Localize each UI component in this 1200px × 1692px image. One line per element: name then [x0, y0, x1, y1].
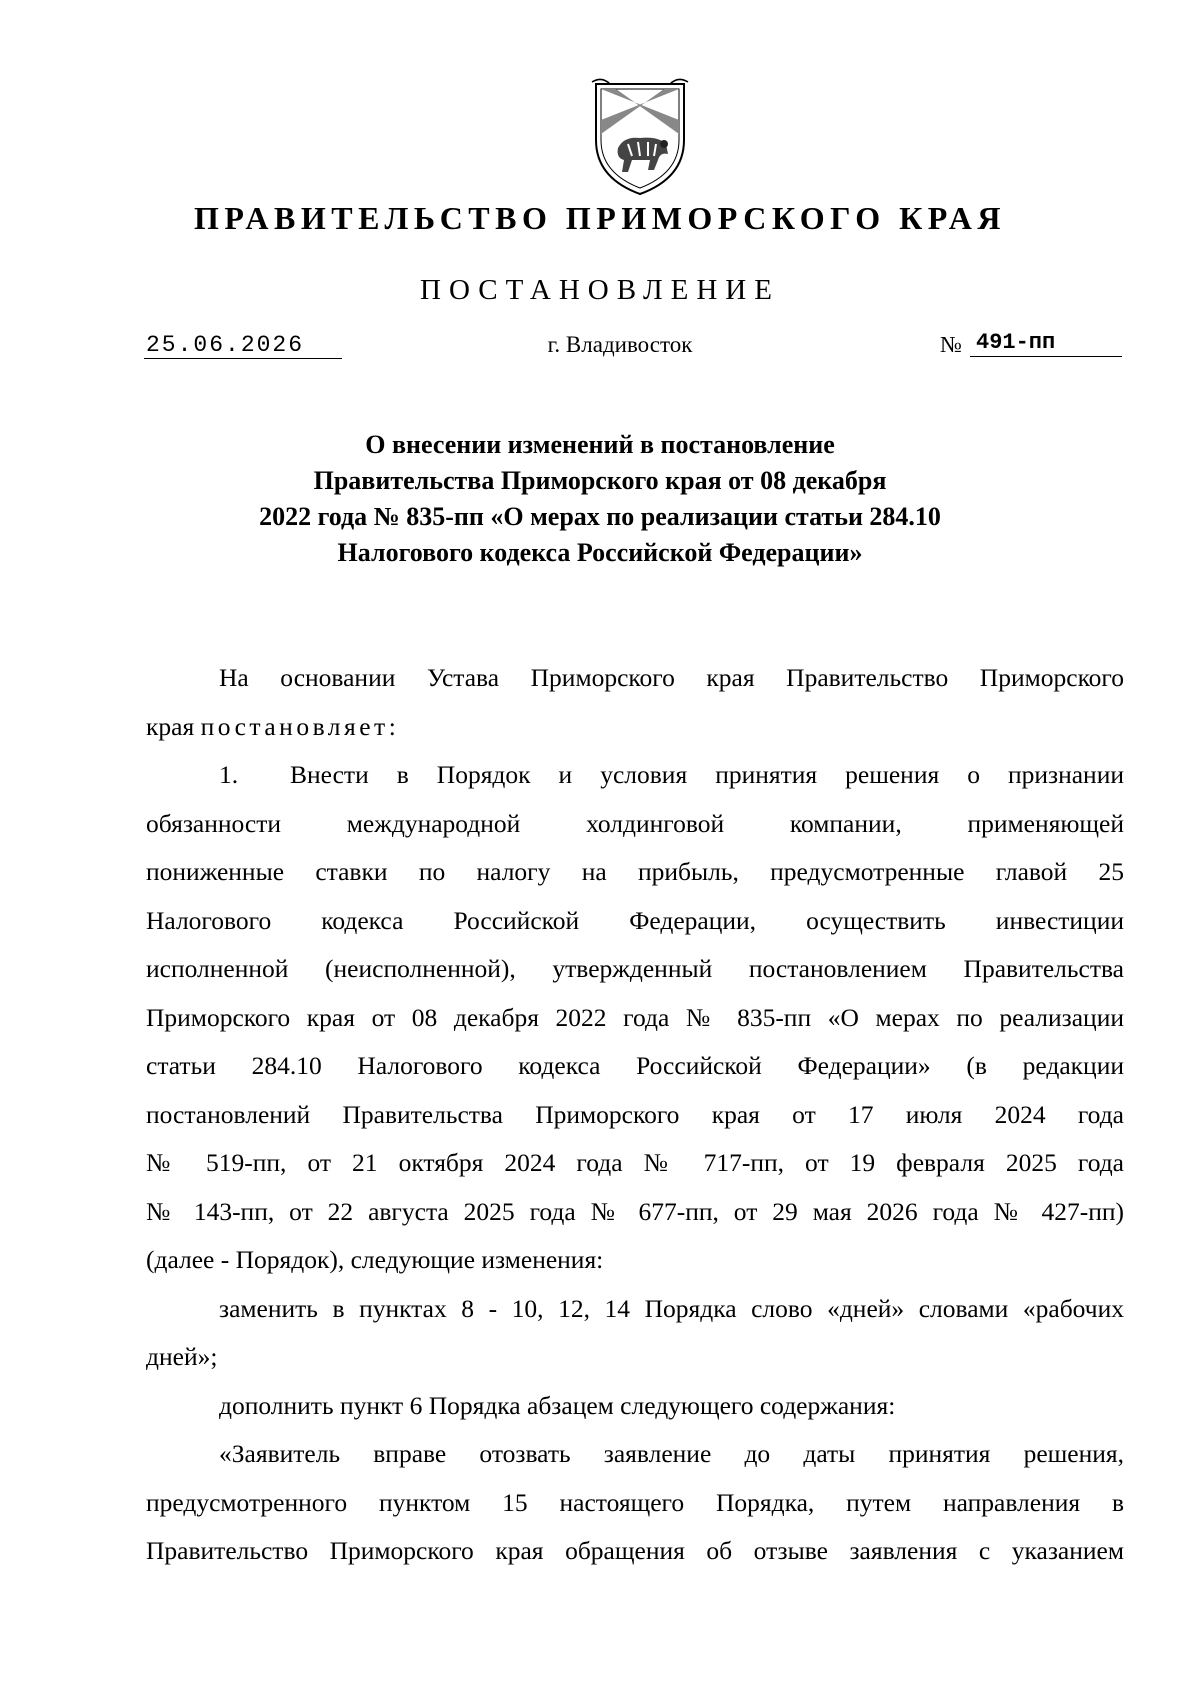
body-line	[146, 751, 1124, 800]
body-line: статьи 284.10 Налогового кодекса Российской Федерации» (в редакции	[146, 1051, 1124, 1080]
body-text: Внести в Порядок и условия принятия решения о признании	[290, 760, 1124, 789]
body-line: (далее - Порядок), следующие изменения:	[146, 1245, 604, 1274]
body-text: края	[146, 711, 201, 741]
body-line: обязанности международной холдинговой компании, применяющей	[146, 808, 1124, 838]
title-line: О внесении изменений в постановление	[365, 430, 835, 459]
body-line: «Заявитель вправе отозвать заявление до даты принятия решения,	[219, 1439, 1124, 1468]
number-sign: №	[940, 332, 962, 357]
title-line: Налогового кодекса Российской Федерации»	[337, 538, 863, 567]
document-number: 491-пп	[970, 330, 1122, 357]
body-line: предусмотренного пунктом 15 настоящего Порядка, путем направления в	[146, 1487, 1124, 1517]
body-line: Приморского края от 08 декабря 2022 года № 835-пп «О мерах по реализации	[146, 1002, 1124, 1032]
organization-name: ПРАВИТЕЛЬСТВО ПРИМОРСКОГО КРАЯ	[194, 200, 1006, 236]
body-line: Налогового кодекса Российской Федерации, осуществить инвестиции	[146, 905, 1124, 935]
body-line: дней»;	[146, 1342, 218, 1371]
body-line: исполненной (неисполненной), утвержденный постановлением Правительства	[146, 954, 1124, 983]
item-number: 1.	[219, 760, 239, 789]
body-text: :	[388, 711, 396, 741]
document-title	[150, 427, 1050, 571]
title-line: Правительства Приморского края от 08 декабря	[313, 466, 887, 495]
body-line: На основании Устава Приморского края Правительство Приморского	[219, 663, 1124, 692]
body-line: дополнить пункт 6 Порядка абзацем следующего содержания:	[219, 1390, 896, 1420]
document-city: г. Владивосток	[547, 332, 693, 357]
body-line: № 519-пп, от 21 октября 2024 года № 717-пп, от 19 февраля 2025 года	[146, 1148, 1124, 1177]
body-line: постановлений Правительства Приморского края от 17 июля 2024 года	[146, 1099, 1124, 1129]
body-line: заменить в пунктах 8 - 10, 12, 14 Порядка слово «дней» словами «рабочих	[219, 1293, 1124, 1323]
body-line: Правительство Приморского края обращения об отзыве заявления с указанием	[146, 1536, 1124, 1565]
body-text-spaced: постановляет	[200, 711, 389, 741]
body-line: пониженные ставки по налогу на прибыль, предусмотренные главой 25	[146, 857, 1124, 886]
document-body	[146, 654, 1124, 1576]
body-line	[146, 703, 1124, 752]
coat-of-arms-emblem	[588, 78, 692, 198]
body-line: № 143-пп, от 22 августа 2025 года № 677-пп, от 29 мая 2026 года № 427-пп)	[146, 1196, 1124, 1226]
title-line: 2022 года № 835-пп «О мерах по реализации статьи 284.10	[259, 502, 941, 531]
document-date: 25.06.2026	[144, 332, 342, 359]
document-type: ПОСТАНОВЛЕНИЕ	[420, 274, 780, 306]
